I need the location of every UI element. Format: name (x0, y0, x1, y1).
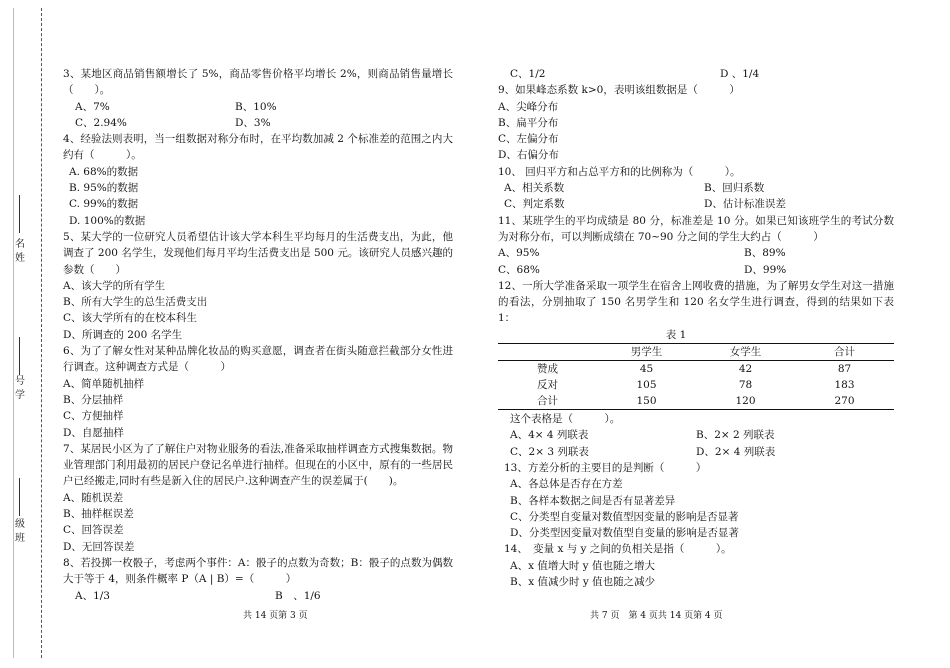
option-c: C、68% (498, 263, 540, 276)
option-b: B、所有大学生的总生活费支出 (63, 296, 208, 309)
option-a: A、简单随机抽样 (63, 377, 145, 390)
option-d: D、右偏分布 (498, 149, 559, 162)
binding-cut-line (41, 8, 42, 658)
question-9-stem: 9、如果峰态系数 k>0，表明该组数据是（ ） (498, 84, 740, 97)
option-b: B、回归系数 (704, 182, 765, 195)
table-cell: 105 (636, 379, 657, 392)
table-cell: 赞成 (537, 363, 558, 376)
option-d: D、99% (744, 263, 787, 276)
contingency-table (498, 343, 894, 410)
option-a: A、相关系数 (504, 182, 565, 195)
left-page-column (63, 66, 453, 604)
table-header-cell: 女学生 (729, 346, 762, 359)
question-3-options-row1 (63, 99, 453, 115)
question-8-options-row1 (63, 588, 453, 604)
option-c: C、2× 3 列联表 (510, 445, 589, 458)
option-a: A、95% (498, 247, 540, 260)
option-a: A、该大学的所有学生 (63, 279, 166, 292)
right-page-column (498, 66, 894, 590)
question-6-stem: 6、为了了解女性对某种品牌化妆品的购买意愿，调查者在街头随意拦截部分女性进行调查。这种调查方式是（ ） (63, 345, 453, 374)
table-title: 表 1 (665, 328, 687, 341)
table-row (498, 393, 894, 410)
name-label: 名 姓 (15, 239, 25, 264)
option-b: B、各样本数据之间是否有显著差异 (510, 494, 676, 507)
table-cell: 合计 (537, 395, 558, 408)
question-7-stem: 7、某居民小区为了了解住户对物业服务的看法,准备采取抽样调查方式搜集数据。物业管理部门利用最初的居民户登记名单进行抽样。但现在的小区中，原有的一些居民户已经搬走,同时有些是新入住的居民户.这种调查产生的误差属于( )。 (63, 442, 453, 488)
option-a: A、x 值增大时 y 值也随之增大 (510, 559, 655, 572)
option-d: D、无回答误差 (63, 540, 135, 553)
option-d: D、估计标准误差 (704, 198, 786, 211)
option-b: B、10% (235, 100, 277, 113)
option-c: C、1/2 (510, 68, 546, 80)
question-12-options-row2 (498, 444, 894, 460)
question-10-options-row1 (498, 180, 894, 196)
table-header-cell: 男学生 (630, 346, 663, 359)
option-b: B、抽样框误差 (63, 508, 134, 521)
option-a: A、4× 4 列联表 (510, 429, 589, 442)
question-5-stem: 5、某大学的一位研究人员希望估计该大学本科生平均每月的生活费支出，为此，他调查了 200 名学生，发现他们每月平均生活费支出是 500 元。该研究人员感兴趣的参数（ ） (63, 230, 453, 276)
question-12-options-row1 (498, 427, 894, 443)
option-a: A. 68%的数据 (69, 165, 139, 178)
table-cell: 150 (636, 395, 657, 408)
question-11-options-row2 (498, 262, 894, 278)
question-12-followup: 这个表格是（ ）。 (510, 413, 621, 426)
option-c: C、2.94% (75, 116, 127, 129)
table-cell: 120 (735, 395, 756, 408)
option-a: A、各总体是否存在方差 (510, 478, 623, 491)
id-fill-line (19, 337, 20, 375)
option-b: B 、1/6 (275, 589, 321, 602)
id-label: 号 学 (15, 376, 25, 401)
question-3-stem: 3、某地区商品销售额增长了 5%，商品零售价格平均增长 2%，则商品销售量增长（ ）。 (63, 68, 453, 97)
option-b: B、分层抽样 (63, 393, 124, 406)
question-4-stem: 4、经验法则表明，当一组数据对称分布时，在平均数加减 2 个标准差的范围之内大约有（ ）。 (63, 133, 453, 162)
question-8-options-row2 (498, 66, 894, 82)
table-cell: 87 (837, 363, 852, 376)
table-cell: 反对 (537, 379, 558, 392)
option-c: C、分类型自变量对数值型因变量的影响是否显著 (510, 510, 739, 523)
question-10-options-row2 (498, 196, 894, 212)
table-cell: 270 (834, 395, 855, 408)
table-cell: 45 (639, 363, 654, 376)
table-header-row (498, 344, 894, 361)
option-d: D. 100%的数据 (69, 214, 146, 227)
option-b: B、x 值减少时 y 值也随之减少 (510, 576, 656, 589)
binding-edge-line (13, 8, 14, 658)
question-10-stem: 10、 回归平方和占总平方和的比例称为（ ）。 (498, 165, 741, 178)
option-c: C、左偏分布 (498, 133, 559, 146)
right-page-footer: 共 7 页 第 4 页共 14 页第 4 页 (590, 611, 723, 621)
table-header-cell (498, 344, 597, 361)
option-d: D 、1/4 (720, 68, 760, 80)
option-c: C. 99%的数据 (69, 198, 139, 211)
table-cell: 42 (738, 363, 753, 376)
question-11-options-row1 (498, 245, 894, 261)
option-c: C、该大学所有的在校本科生 (63, 312, 198, 325)
option-d: D、3% (235, 116, 271, 129)
question-3-options-row2 (63, 115, 453, 131)
option-d: D、2× 4 列联表 (696, 445, 776, 458)
question-13-stem: 13、方差分析的主要目的是判断（ ） (504, 461, 707, 474)
question-14-stem: 14、 变量 x 与 y 之间的负相关是指（ ）。 (504, 543, 732, 556)
option-b: B. 95%的数据 (69, 182, 139, 195)
question-8-stem: 8、若投掷一枚骰子，考虑两个事件：A：骰子的点数为奇数；B：骰子的点数为偶数大于等于 4，则条件概率 P（A | B）=（ ） (63, 556, 453, 586)
class-label: 级 班 (15, 519, 25, 544)
option-d: D、分类型因变量对数值型自变量的影响是否显著 (510, 527, 739, 540)
table-row (498, 377, 894, 393)
table-cell: 78 (738, 379, 753, 392)
option-c: C、判定系数 (504, 198, 565, 211)
option-a: A、1/3 (75, 589, 110, 602)
option-d: D、所调查的 200 名学生 (63, 328, 183, 341)
option-d: D、自愿抽样 (63, 426, 124, 439)
table-header-cell: 合计 (834, 346, 855, 359)
question-12-stem: 12、一所大学准备采取一项学生在宿舍上网收费的措施，为了解男女学生对这一措施的看法，分别抽取了 150 名男学生和 120 名女学生进行调查，得到的结果如下表 1： (498, 279, 894, 325)
name-fill-line (19, 195, 20, 233)
option-c: C、回答误差 (63, 524, 124, 537)
option-b: B、扁平分布 (498, 116, 559, 129)
table-cell: 183 (834, 379, 855, 392)
question-11-stem: 11、某班学生的平均成绩是 80 分，标准差是 10 分。如果已知该班学生的考试分数为对称分布，可以判断成绩在 70~90 分之间的学生大约占（ ） (498, 214, 894, 243)
option-a: A、7% (75, 100, 110, 113)
class-fill-line (19, 478, 20, 516)
option-b: B、89% (744, 247, 786, 260)
option-a: A、尖峰分布 (498, 100, 559, 113)
left-page-footer: 共 14 页第 3 页 (243, 611, 308, 621)
option-b: B、2× 2 列联表 (696, 429, 775, 442)
option-c: C、方便抽样 (63, 410, 124, 423)
table-row (498, 361, 894, 378)
option-a: A、随机误差 (63, 491, 124, 504)
